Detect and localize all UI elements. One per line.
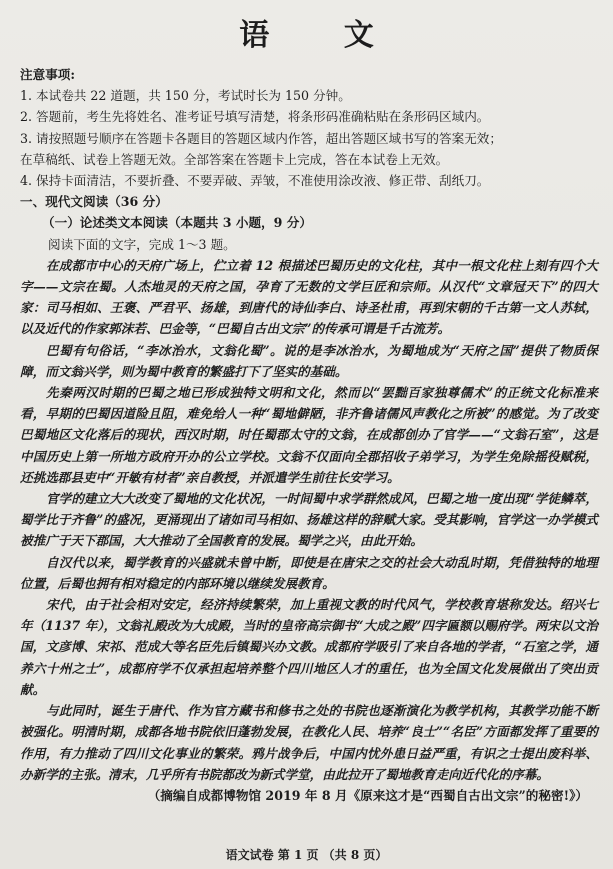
subsection-heading: （一）论述类文本阅读（本题共 3 小题，9 分） [42, 215, 312, 231]
reading-instruction: 阅读下面的文字，完成 1～3 题。 [48, 236, 236, 252]
notice-item: 2. 答题前，考生先将姓名、准考证号填写清楚，将条形码准确粘贴在条形码区域内。 [20, 109, 490, 125]
passage-paragraph: 先秦两汉时期的巴蜀之地已形成独特文明和文化，然而以“罢黜百家独尊儒术”的正统文化标准来看，早期的巴蜀因道险且阻，难免给人一种“蜀地僻陋，非齐鲁诸儒风声教化之所被”的感觉。为了改变巴蜀地区文化落后的现状，西汉时期，时任蜀郡太守的文翁，在成都创办了官学——“文翁石室”，这是中国历史上第一所地方政府开办的公立学校。文翁不仅面向全郡招收子弟学习，为学生免除摇役赋税，还挑选郡县吏中“开敏有材者”亲自教授，并派遣学生前往长安学习。 [20, 385, 598, 485]
passage-paragraph: 自汉代以来，蜀学教育的兴盛就未曾中断，即使是在唐宋之交的社会大动乱时期，凭借独特的地理位置，后蜀也拥有相对稳定的内部环境以继续发展教育。 [20, 554, 598, 591]
notice-item: 1. 本试卷共 22 道题，共 150 分，考试时长为 150 分钟。 [20, 88, 351, 104]
passage-paragraph: 官学的建立大大改变了蜀地的文化状况，一时间蜀中求学群然成风，巴蜀之地一度出现“学徒鳞萃，蜀学比于齐鲁”的盛况，更涌现出了诸如司马相如、扬雄这样的辞赋大家。受其影响，官学这一办学模式被推广于天下郡国，大大推动了全国教育的发展。蜀学之兴，由此开始。 [20, 491, 598, 549]
notice-heading: 注意事项: [20, 67, 76, 82]
passage-paragraph: 与此同时，诞生于唐代、作为官方藏书和修书之处的书院也逐渐演化为教学机构，其教学功能不断被强化。明清时期，成都各地书院依旧蓬勃发展，在教化人民、培养“良士”“名臣”方面都发挥了重要的作用，有力推动了四川文化事业的繁荣。鸦片战争后，中国内忧外患日益严重，有识之士提出废科举、办新学的主张。清末，几乎所有书院都改为新式学堂，由此拉开了蜀地教育走向近代化的序幕。 [20, 703, 598, 782]
passage-source: （摘编自成都博物馆 2019 年 8 月《原来这才是“西蜀自古出文宗”的秘密!》） [147, 787, 588, 803]
passage-paragraph: 巴蜀有句俗话，“李冰治水，文翁化蜀”。说的是李冰治水，为蜀地成为“天府之国”提供了物质保障，而文翁兴学，则为蜀中教育的繁盛打下了坚实的基础。 [20, 342, 598, 379]
page-footer: 语文试卷 第 1 页 （共 8 页） [225, 848, 388, 862]
page-title: 语 文 [239, 18, 406, 53]
section-heading: 一、现代文阅读（36 分） [20, 194, 168, 210]
notice-item: 3. 请按照题号顺序在答题卡各题目的答题区域内作答，超出答题区域书写的答案无效； [20, 130, 502, 146]
passage-paragraph: 宋代，由于社会相对安定，经济持续繁荣，加上重视文教的时代风气，学校教育堪称发达。绍兴七年（1137 年），文翁礼殿改为大成殿，当时的皇帝高宗御书“大成之殿”四字匾额以赐府学。两宋以文治国，文彦博、宋祁、范成大等名臣先后镇蜀兴办文教。成都府学吸引了来自各地的学者，“石室之学，通养六十州之士”，成都府学不仅承担起培养整个四川地区人才的重任，也为全国文化发展做出了突出贡献。 [20, 597, 598, 697]
notice-item: 在草稿纸、试卷上答题无效。全部答案在答题卡上完成，答在本试卷上无效。 [20, 151, 449, 167]
notice-item: 4. 保持卡面清洁，不要折叠、不要弄破、弄皱，不准使用涂改液、修正带、刮纸刀。 [20, 173, 490, 189]
passage-paragraph: 在成都市中心的天府广场上，伫立着 12 根描述巴蜀历史的文化柱，其中一根文化柱上刻有四个大字——文宗在蜀。人杰地灵的天府之国，孕育了无数的文学巨匠和宗师。从汉代“文章冠天下”的四大家：司马相如、王褒、严君平、扬雄，到唐代的诗仙李白、诗圣杜甫，再到宋朝的千古第一文人苏轼，以及近代的作家郭沫若、巴金等，“巴蜀自古出文宗”的传承可谓是千古流芳。 [20, 257, 598, 337]
page-content [20, 64, 598, 806]
